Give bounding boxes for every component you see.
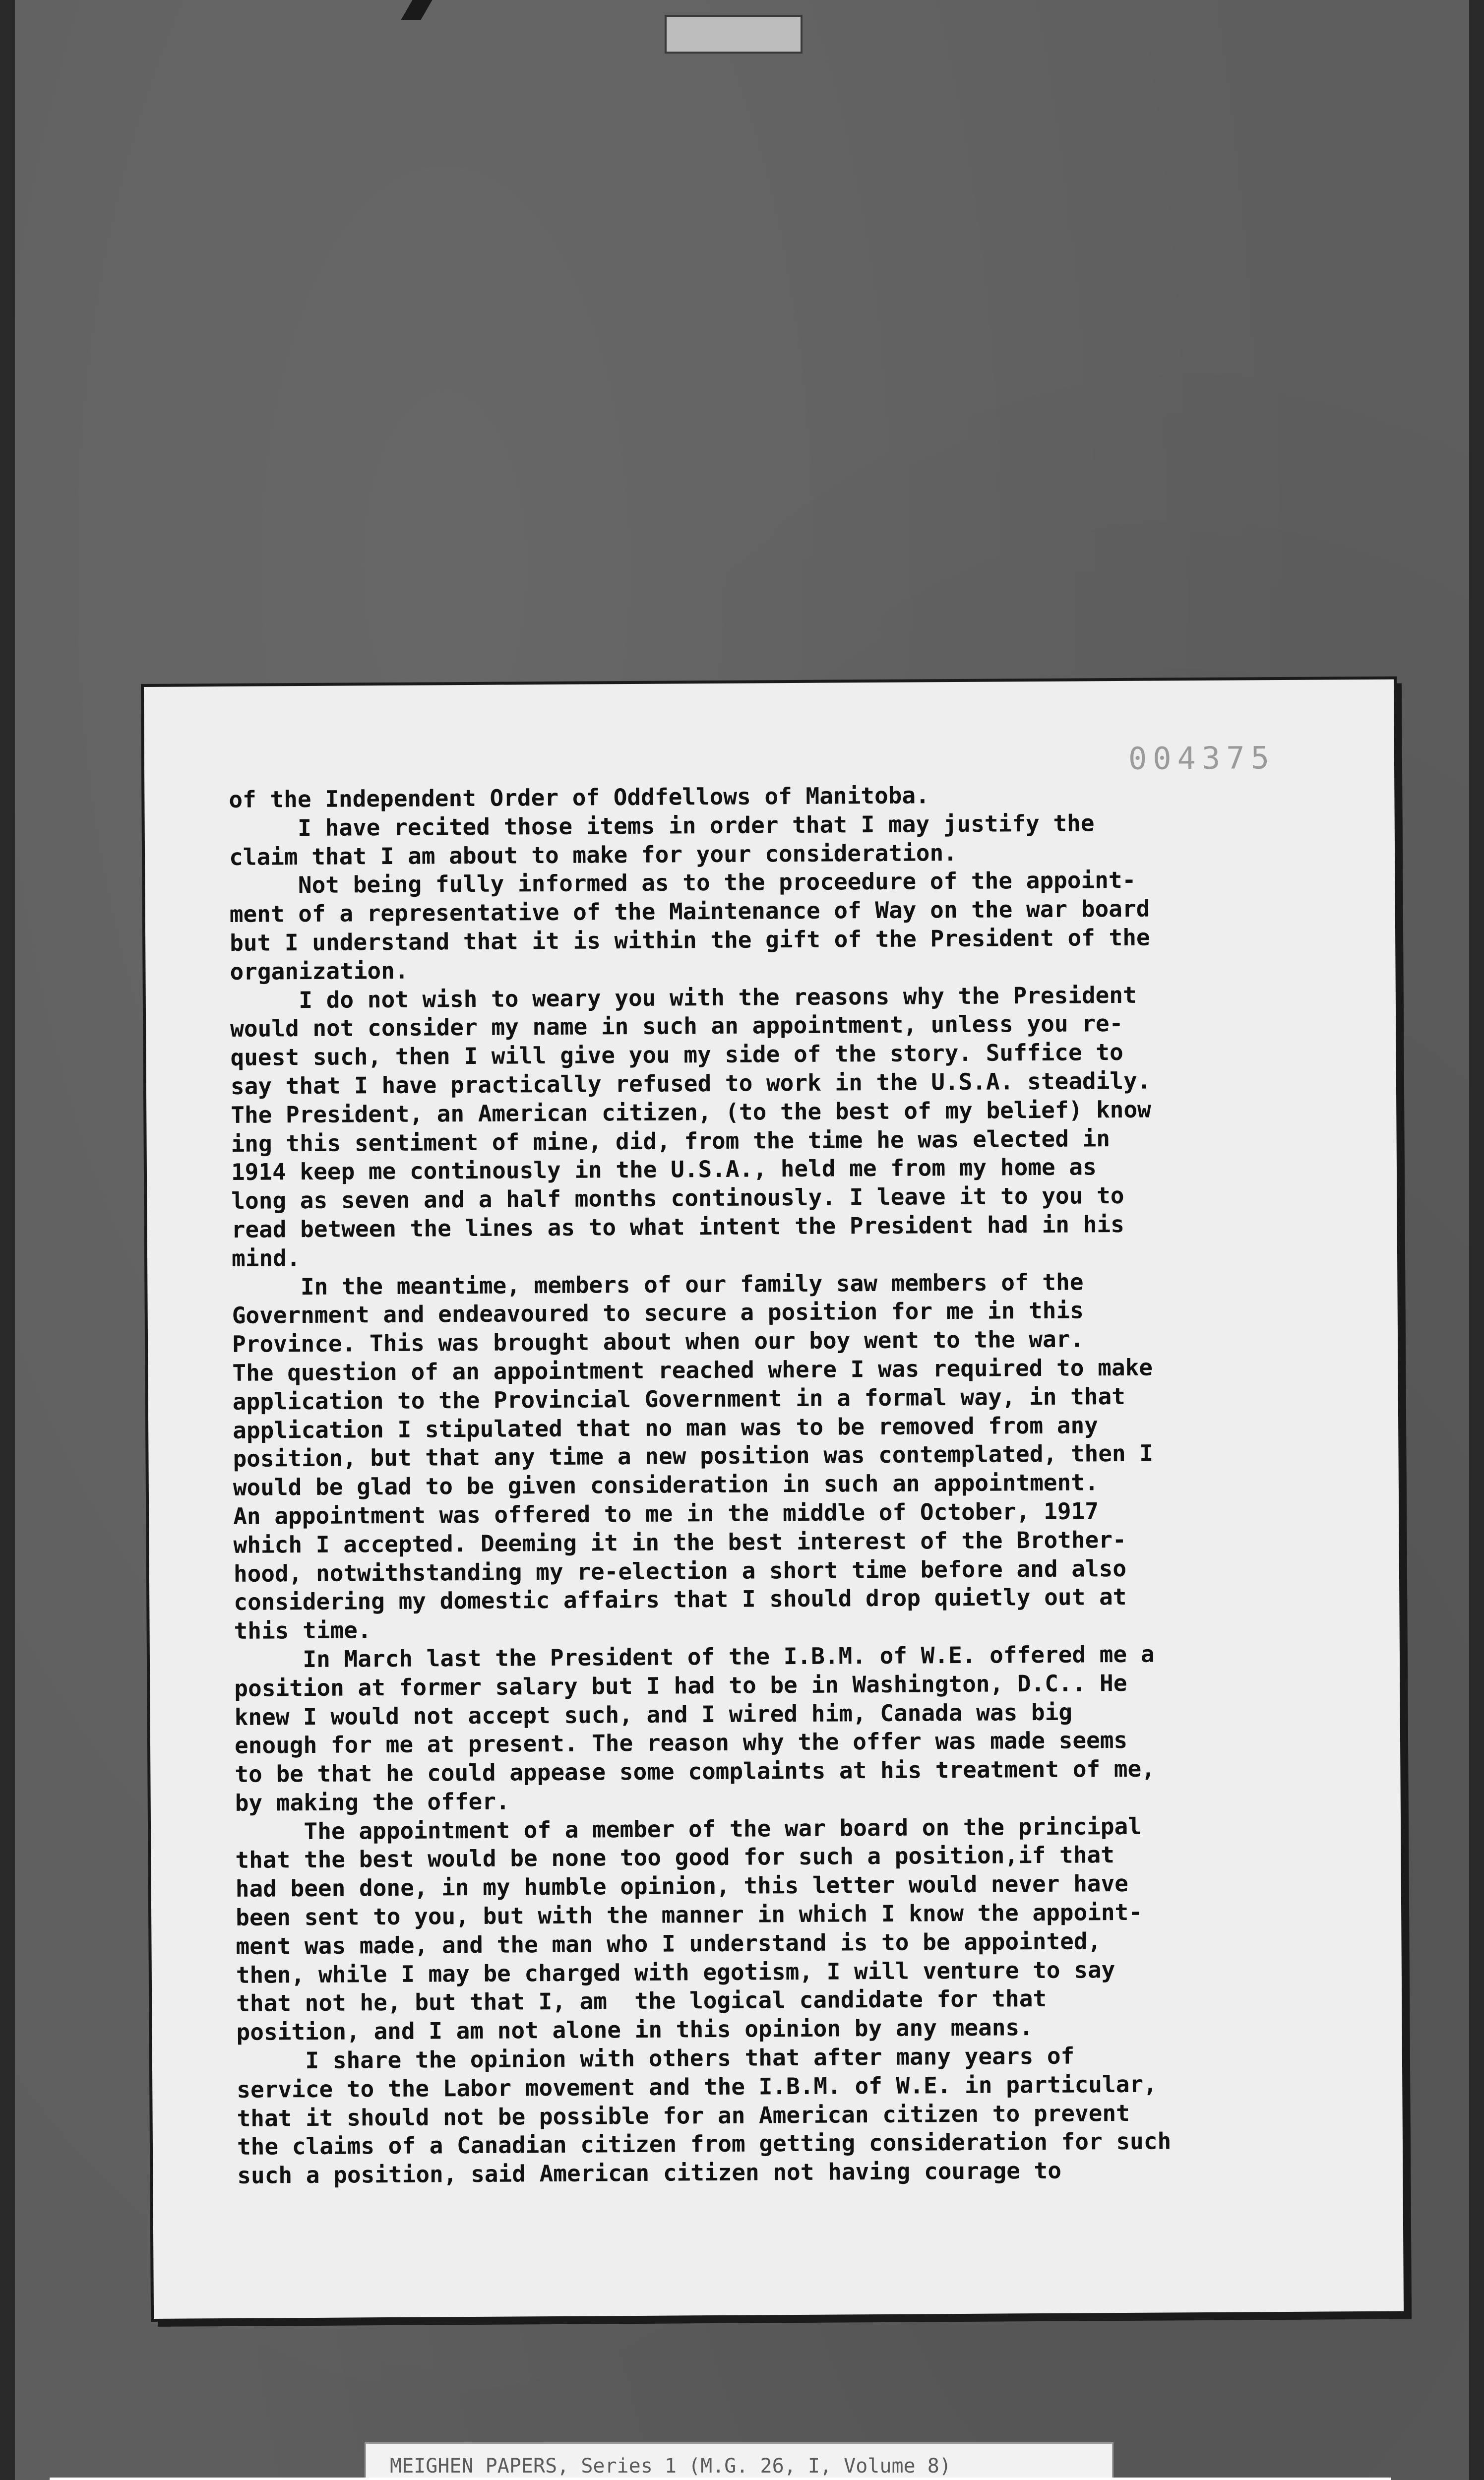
letter-line: The question of an appointment reached where I was required to make [232,1354,1153,1386]
letter-line: the claims of a Canadian citizen from getting consideration for such [237,2127,1172,2161]
letter-line: position at former salary but I had to be in Washington, D.C.. He [234,1669,1127,1702]
letter-line: claim that I am about to make for your consideration. [229,839,958,870]
letter-line: I share the opinion with others that after many years of [236,2042,1075,2074]
letter-line: read between the lines as to what intent the President had in his [231,1210,1124,1243]
letter-line: by making the offer. [235,1788,510,1816]
letter-line: ment was made, and the man who I understand is to be appointed, [236,1927,1102,1960]
letter-line: Not being fully informed as to the proceedure of the appoint- [229,867,1136,899]
letter-line: quest such, then I will give you my side of the story. Suffice to [230,1039,1123,1071]
letter-line: Province. This was brought about when our boy went to the war. [232,1325,1084,1358]
letter-line: enough for me at present. The reason why the offer was made seems [234,1727,1128,1759]
letter-line: but I understand that it is within the gift of the President of the [229,924,1150,956]
letter-line: this time. [234,1616,371,1645]
letter-line: In March last the President of the I.B.M. of W.E. offered me a [234,1640,1155,1673]
letter-line: ing this sentiment of mine, did, from the time he was elected in [231,1124,1111,1157]
letter-line: of the Independent Order of Oddfellows of Manitoba. [229,782,929,813]
letter-page [144,680,1404,2319]
letter-line: that not he, but that I, am the logical candidate for that [236,1985,1047,2017]
top-clip [665,15,803,54]
letter-line: I do not wish to weary you with the reasons why the President [230,981,1137,1014]
letter-line: hood, notwithstanding my re-election a short time before and also [233,1554,1127,1587]
letter-line: then, while I may be charged with egotism, I will venture to say [236,1956,1115,1988]
archive-reference-label: MEIGHEN PAPERS, Series 1 (M.G. 26, I, Volume 8) [365,2442,1113,2480]
letter-line: such a position, said American citizen not having courage to [237,2157,1062,2189]
letter-line: application to the Provincial Government in a formal way, in that [232,1382,1126,1415]
letter-line: considering my domestic affairs that I should drop quietly out at [234,1583,1127,1616]
letter-line: The appointment of a member of the war board on the principal [235,1812,1142,1845]
scan-edge-right [1469,0,1484,2480]
letter-line: been sent to you, but with the manner in which I know the appoint- [235,1898,1143,1931]
letter-line: position, but that any time a new position was contemplated, then I [233,1439,1154,1473]
letter-line: ment of a representative of the Maintenance of Way on the war board [229,895,1150,928]
letter-line: knew I would not accept such, and I wired him, Canada was big [234,1698,1073,1731]
letter-line: mind. [231,1244,301,1272]
letter-line: 1914 keep me continously in the U.S.A., held me from my home as [231,1153,1097,1186]
letter-line: would be glad to be given consideration in such an appointment. [233,1469,1099,1501]
letter-line: Government and endeavoured to secure a position for me in this [232,1297,1084,1329]
letter-line: organization. [230,957,409,985]
letter-line: say that I have practically refused to work in the U.S.A. steadily. [230,1067,1151,1100]
letter-line: The President, an American citizen, (to the best of my belief) know [231,1096,1151,1128]
scan-edge-left [0,0,15,2480]
letter-line: In the meantime, members of our family saw members of the [232,1268,1084,1301]
letter-line: which I accepted. Deeming it in the best interest of the Brother- [233,1526,1126,1558]
letter-line: An appointment was offered to me in the middle of October, 1917 [233,1497,1099,1530]
letter-line: that it should not be possible for an American citizen to prevent [237,2099,1130,2132]
letter-line: had been done, in my humble opinion, this letter would never have [235,1870,1129,1903]
letter-line: application I stipulated that no man was to be removed from any [232,1411,1099,1444]
letter-line: I have recited those items in order that I may justify the [229,809,1095,842]
letter-line: that the best would be none too good for such a position,if that [235,1841,1115,1874]
letter-line: long as seven and a half months continously. I leave it to you to [231,1182,1124,1215]
document-id-stamp: 004375 [1128,740,1276,777]
letter-line: to be that he could appease some complaints at his treatment of me, [235,1755,1156,1788]
archives-card [50,2478,1391,2480]
letter-line: service to the Labor movement and the I.B.M. of W.E. in particular, [237,2070,1157,2103]
letter-line: position, and I am not alone in this opinion by any means. [236,2014,1033,2046]
letter-body [229,779,1338,2190]
letter-line: would not consider my name in such an appointment, unless you re- [230,1010,1123,1043]
top-mark [401,0,432,20]
